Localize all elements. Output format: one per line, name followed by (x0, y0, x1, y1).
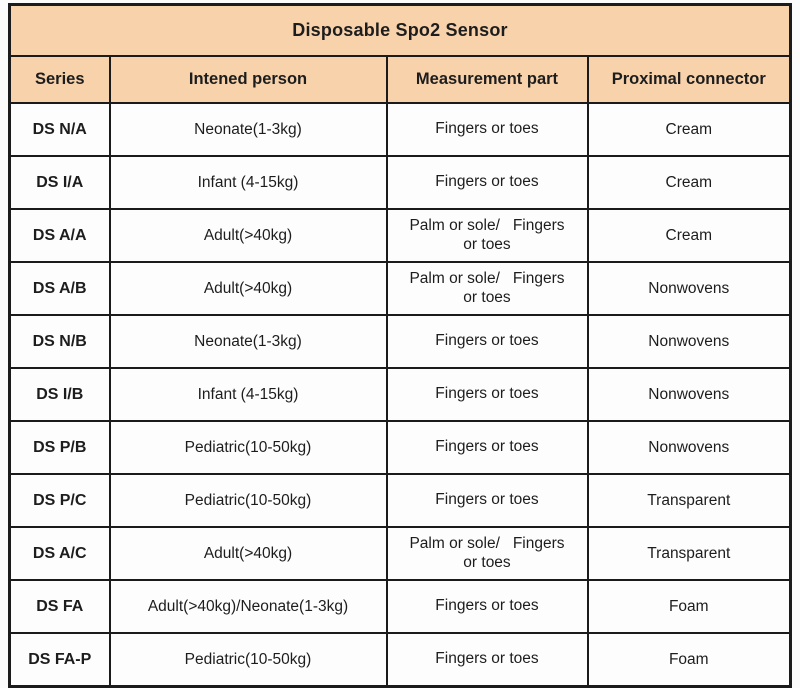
table-row (10, 262, 791, 315)
intened-person-cell: Adult(>40kg) (110, 527, 387, 580)
intened-person-cell: Adult(>40kg)/Neonate(1-3kg) (110, 580, 387, 633)
series-cell: DS P/B (10, 421, 110, 474)
column-header-series: Series (10, 56, 110, 103)
table-row (10, 474, 791, 527)
measurement-part-cell: Fingers or toes (387, 315, 588, 368)
series-cell: DS FA-P (10, 633, 110, 687)
intened-person-cell: Pediatric(10-50kg) (110, 421, 387, 474)
proximal-connector-cell: Nonwovens (588, 421, 791, 474)
table-row (10, 580, 791, 633)
proximal-connector-cell: Cream (588, 103, 791, 156)
series-cell: DS I/A (10, 156, 110, 209)
table-row (10, 209, 791, 262)
intened-person-cell: Neonate(1-3kg) (110, 315, 387, 368)
measurement-part-cell: Palm or sole/ Fingers or toes (387, 262, 588, 315)
proximal-connector-cell: Cream (588, 209, 791, 262)
proximal-connector-cell: Nonwovens (588, 315, 791, 368)
table-row (10, 315, 791, 368)
proximal-connector-cell: Cream (588, 156, 791, 209)
table-row (10, 156, 791, 209)
measurement-part-cell: Fingers or toes (387, 103, 588, 156)
series-cell: DS A/B (10, 262, 110, 315)
series-cell: DS P/C (10, 474, 110, 527)
measurement-part-cell: Palm or sole/ Fingers or toes (387, 209, 588, 262)
intened-person-cell: Pediatric(10-50kg) (110, 474, 387, 527)
measurement-part-cell: Fingers or toes (387, 474, 588, 527)
proximal-connector-cell: Foam (588, 633, 791, 687)
column-header-intened-person: Intened person (110, 56, 387, 103)
proximal-connector-cell: Nonwovens (588, 368, 791, 421)
table-row (10, 103, 791, 156)
table-title: Disposable Spo2 Sensor (10, 5, 791, 57)
column-header-measurement-part: Measurement part (387, 56, 588, 103)
measurement-part-cell: Fingers or toes (387, 368, 588, 421)
column-header-proximal-connector: Proximal connector (588, 56, 791, 103)
series-cell: DS FA (10, 580, 110, 633)
measurement-part-cell: Fingers or toes (387, 580, 588, 633)
series-cell: DS N/B (10, 315, 110, 368)
table-row (10, 527, 791, 580)
table-row (10, 368, 791, 421)
proximal-connector-cell: Transparent (588, 474, 791, 527)
proximal-connector-cell: Transparent (588, 527, 791, 580)
intened-person-cell: Pediatric(10-50kg) (110, 633, 387, 687)
series-cell: DS A/A (10, 209, 110, 262)
table-title-row (10, 5, 791, 57)
series-cell: DS A/C (10, 527, 110, 580)
intened-person-cell: Adult(>40kg) (110, 262, 387, 315)
series-cell: DS I/B (10, 368, 110, 421)
proximal-connector-cell: Foam (588, 580, 791, 633)
spo2-sensor-table (8, 3, 792, 688)
table-header-row (10, 56, 791, 103)
intened-person-cell: Infant (4-15kg) (110, 156, 387, 209)
measurement-part-cell: Fingers or toes (387, 156, 588, 209)
intened-person-cell: Infant (4-15kg) (110, 368, 387, 421)
intened-person-cell: Neonate(1-3kg) (110, 103, 387, 156)
table-row (10, 633, 791, 687)
table-row (10, 421, 791, 474)
measurement-part-cell: Fingers or toes (387, 633, 588, 687)
series-cell: DS N/A (10, 103, 110, 156)
table-body (10, 103, 791, 687)
intened-person-cell: Adult(>40kg) (110, 209, 387, 262)
measurement-part-cell: Fingers or toes (387, 421, 588, 474)
measurement-part-cell: Palm or sole/ Fingers or toes (387, 527, 588, 580)
proximal-connector-cell: Nonwovens (588, 262, 791, 315)
